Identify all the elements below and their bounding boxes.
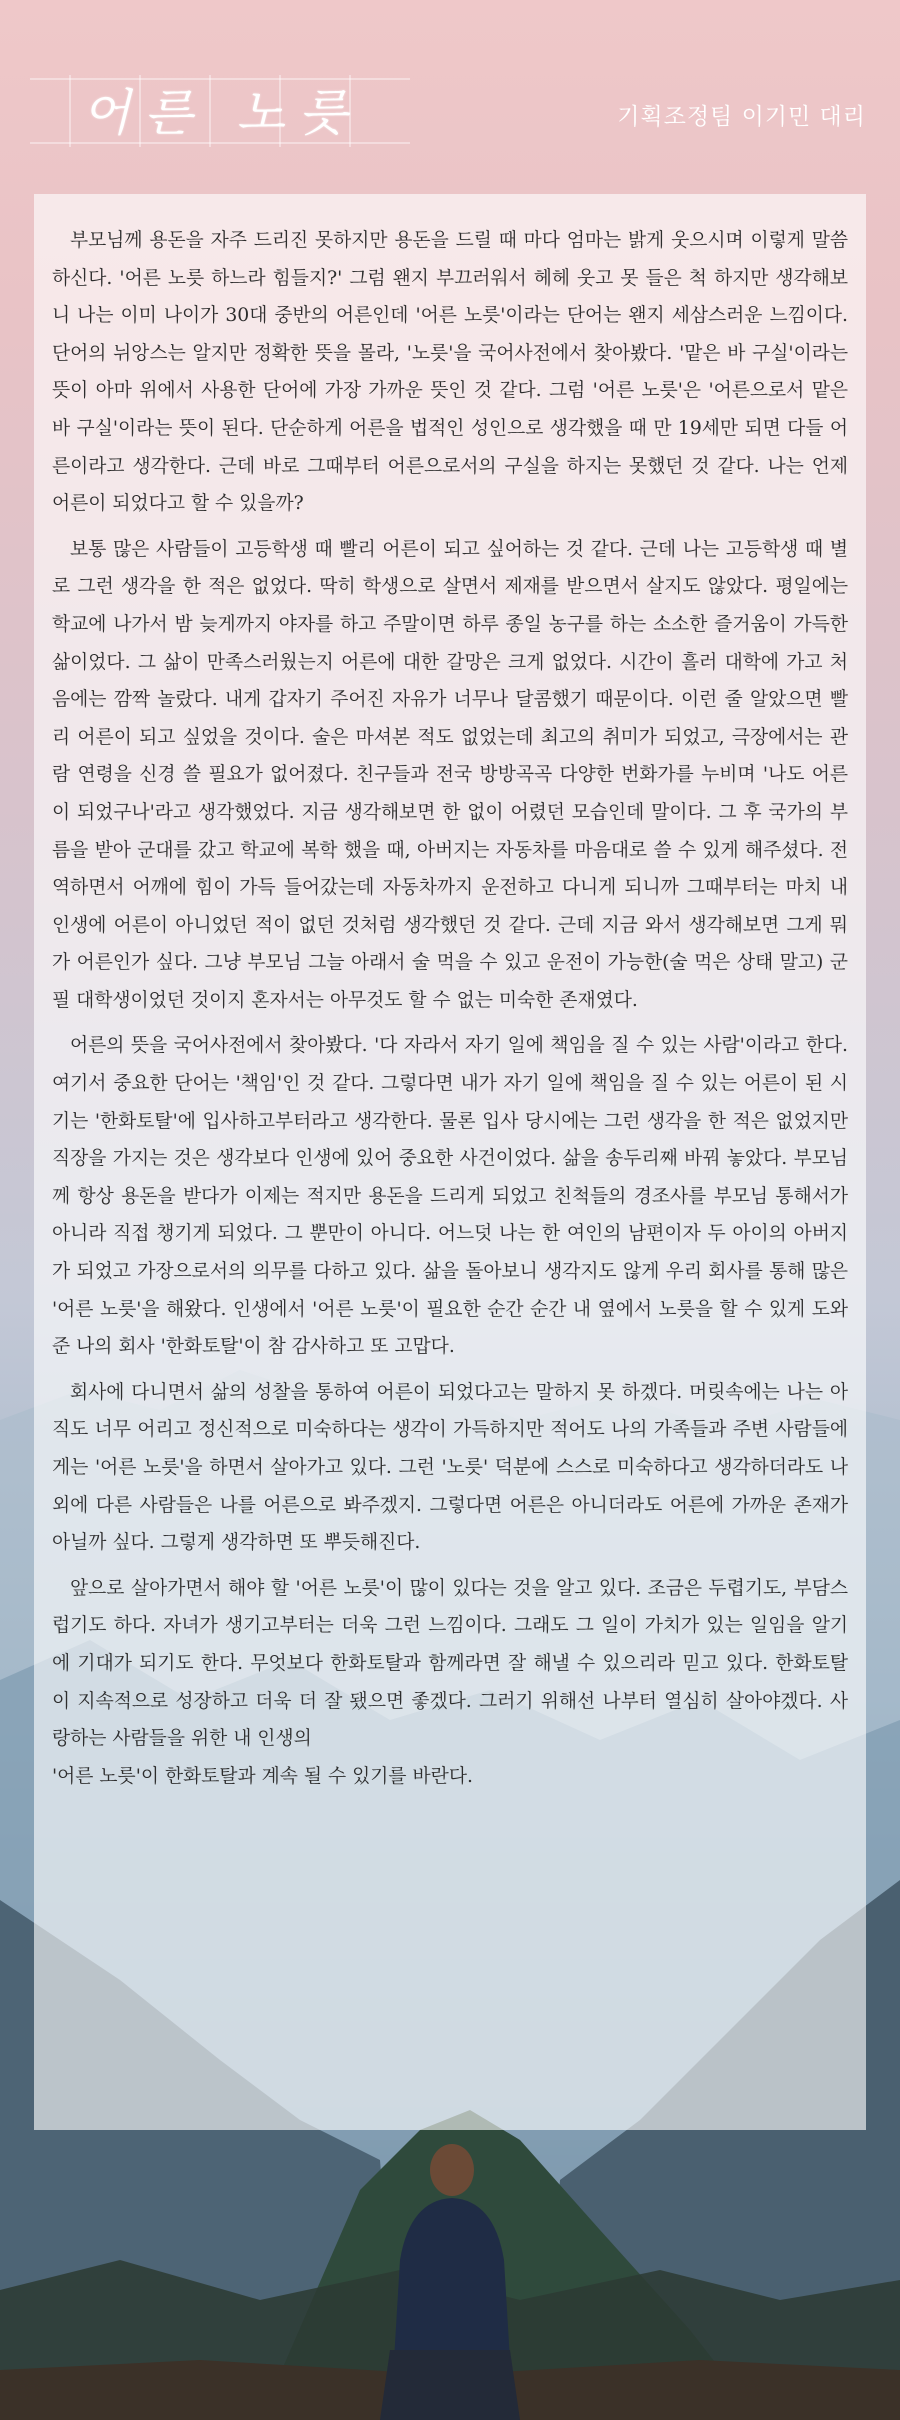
header bbox=[0, 0, 900, 190]
paragraph: 보통 많은 사람들이 고등학생 때 빨리 어른이 되고 싶어하는 것 같다. 근데 나는 고등학생 때 별로 그런 생각을 한 적은 없었다. 딱히 학생으로 살면서 제재를 받으면서 살지도 않았다. 평일에는 학교에 나가서 밤 늦게까지 야자를 하고 주말이면 하루 종일 농구를 하는 소소한 즐거움이 가득한 삶이었다. 그 삶이 만족스러웠는지 어른에 대한 갈망은 크게 없었다. 시간이 흘러 대학에 가고 처음에는 깜짝 놀랐다. 내게 갑자기 주어진 자유가 너무나 달콤했기 때문이다. 이런 줄 알았으면 빨리 어른이 되고 싶었을 것이다. 술은 마셔본 적도 없었는데 최고의 취미가 되었고, 극장에서는 관람 연령을 신경 쓸 필요가 없어졌다. 친구들과 전국 방방곡곡 다양한 번화가를 누비며 '나도 어른이 되었구나'라고 생각했었다. 지금 생각해보면 한 없이 어렸던 모습인데 말이다. 그 후 국가의 부름을 받아 군대를 갔고 학교에 복학 했을 때, 아버지는 자동차를 마음대로 쓸 수 있게 해주셨다. 전역하면서 어깨에 힘이 가득 들어갔는데 자동차까지 운전하고 다니게 되니까 그때부터는 마치 내 인생에 어른이 아니었던 적이 없던 것처럼 생각했던 것 같다. 근데 지금 와서 생각해보면 그게 뭐가 어른인가 싶다. 그냥 부모님 그늘 아래서 술 먹을 수 있고 운전이 가능한(술 먹은 상태 말고) 군필 대학생이었던 것이지 혼자서는 아무것도 할 수 없는 미숙한 존재였다. bbox=[52, 538, 848, 1011]
paragraph: 부모님께 용돈을 자주 드리진 못하지만 용돈을 드릴 때 마다 엄마는 밝게 웃으시며 이렇게 말씀 하신다. '어른 노릇 하느라 힘들지?' 그럼 왠지 부끄러워서 헤헤 웃고 못 들은 척 하지만 생각해보니 나는 이미 나이가 30대 중반의 어른인데 '어른 노릇'이라는 단어는 왠지 세삼스러운 느낌이다. 단어의 뉘앙스는 알지만 정확한 뜻을 몰라, '노릇'을 국어사전에서 찾아봤다. '맡은 바 구실'이라는 뜻이 아마 위에서 사용한 단어에 가장 가까운 뜻인 것 같다. 그럼 '어른 노릇'은 '어른으로서 맡은 바 구실'이라는 뜻이 된다. 단순하게 어른을 법적인 성인으로 생각했을 때 만 19세만 되면 다들 어른이라고 생각한다. 근데 바로 그때부터 어른으로서의 구실을 하지는 못했던 것 같다. 나는 언제 어른이 되었다고 할 수 있을까? bbox=[52, 230, 848, 515]
paragraph-closing-line: '어른 노릇'이 한화토탈과 계속 될 수 있기를 바란다. bbox=[52, 1765, 473, 1787]
title-block bbox=[30, 75, 410, 147]
paragraph: 어른의 뜻을 국어사전에서 찾아봤다. '다 자라서 자기 일에 책임을 질 수 있는 사람'이라고 한다. 여기서 중요한 단어는 '책임'인 것 같다. 그렇다면 내가 자기 일에 책임을 질 수 있는 어른이 된 시기는 '한화토탈'에 입사하고부터라고 생각한다. 물론 입사 당시에는 그런 생각을 한 적은 없었지만 직장을 가지는 것은 생각보다 인생에 있어 중요한 사건이었다. 삶을 송두리째 바꿔 놓았다. 부모님께 항상 용돈을 받다가 이제는 적지만 용돈을 드리게 되었고 친척들의 경조사를 부모님 통해서가 아니라 직접 챙기게 되었다. 그 뿐만이 아니다. 어느덧 나는 한 여인의 남편이자 두 아이의 아버지가 되었고 가장으로서의 의무를 다하고 있다. 삶을 돌아보니 생각지도 않게 우리 회사를 통해 많은 '어른 노릇'을 해왔다. 인생에서 '어른 노릇'이 필요한 순간 순간 내 옆에서 노릇을 할 수 있게 도와준 나의 회사 '한화토탈'이 참 감사하고 또 고맙다. bbox=[52, 1035, 848, 1358]
paragraph: 앞으로 살아가면서 해야 할 '어른 노릇'이 많이 있다는 것을 알고 있다. 조금은 두렵기도, 부담스럽기도 하다. 자녀가 생기고부터는 더욱 그런 느낌이다. 그래도 그 일이 가치가 있는 일임을 알기에 기대가 되기도 한다. 무엇보다 한화토탈과 함께라면 잘 해낼 수 있으리라 믿고 있다. 한화토탈이 지속적으로 성장하고 더욱 더 잘 됐으면 좋겠다. 그러기 위해선 나부터 열심히 살아야겠다. 사랑하는 사람들을 위한 내 인생의 bbox=[52, 1577, 848, 1750]
author-byline: 기획조정팀 이기민 대리 bbox=[617, 104, 866, 130]
person-sitting-figure bbox=[360, 2140, 540, 2420]
paragraph: 회사에 다니면서 삶의 성찰을 통하여 어른이 되었다고는 말하지 못 하겠다. 머릿속에는 나는 아직도 너무 어리고 정신적으로 미숙하다는 생각이 가득하지만 적어도 나의 가족들과 주변 사람들에게는 '어른 노릇'을 하면서 살아가고 있다. 그런 '노릇' 덕분에 스스로 미숙하다고 생각하더라도 나 외에 다른 사람들은 나를 어른으로 봐주겠지. 그렇다면 어른은 아니더라도 어른에 가까운 존재가 아닐까 싶다. 그렇게 생각하면 또 뿌듯해진다. bbox=[52, 1381, 848, 1554]
article-body bbox=[52, 222, 848, 1803]
article-title: 어른 노릇 bbox=[82, 84, 362, 142]
